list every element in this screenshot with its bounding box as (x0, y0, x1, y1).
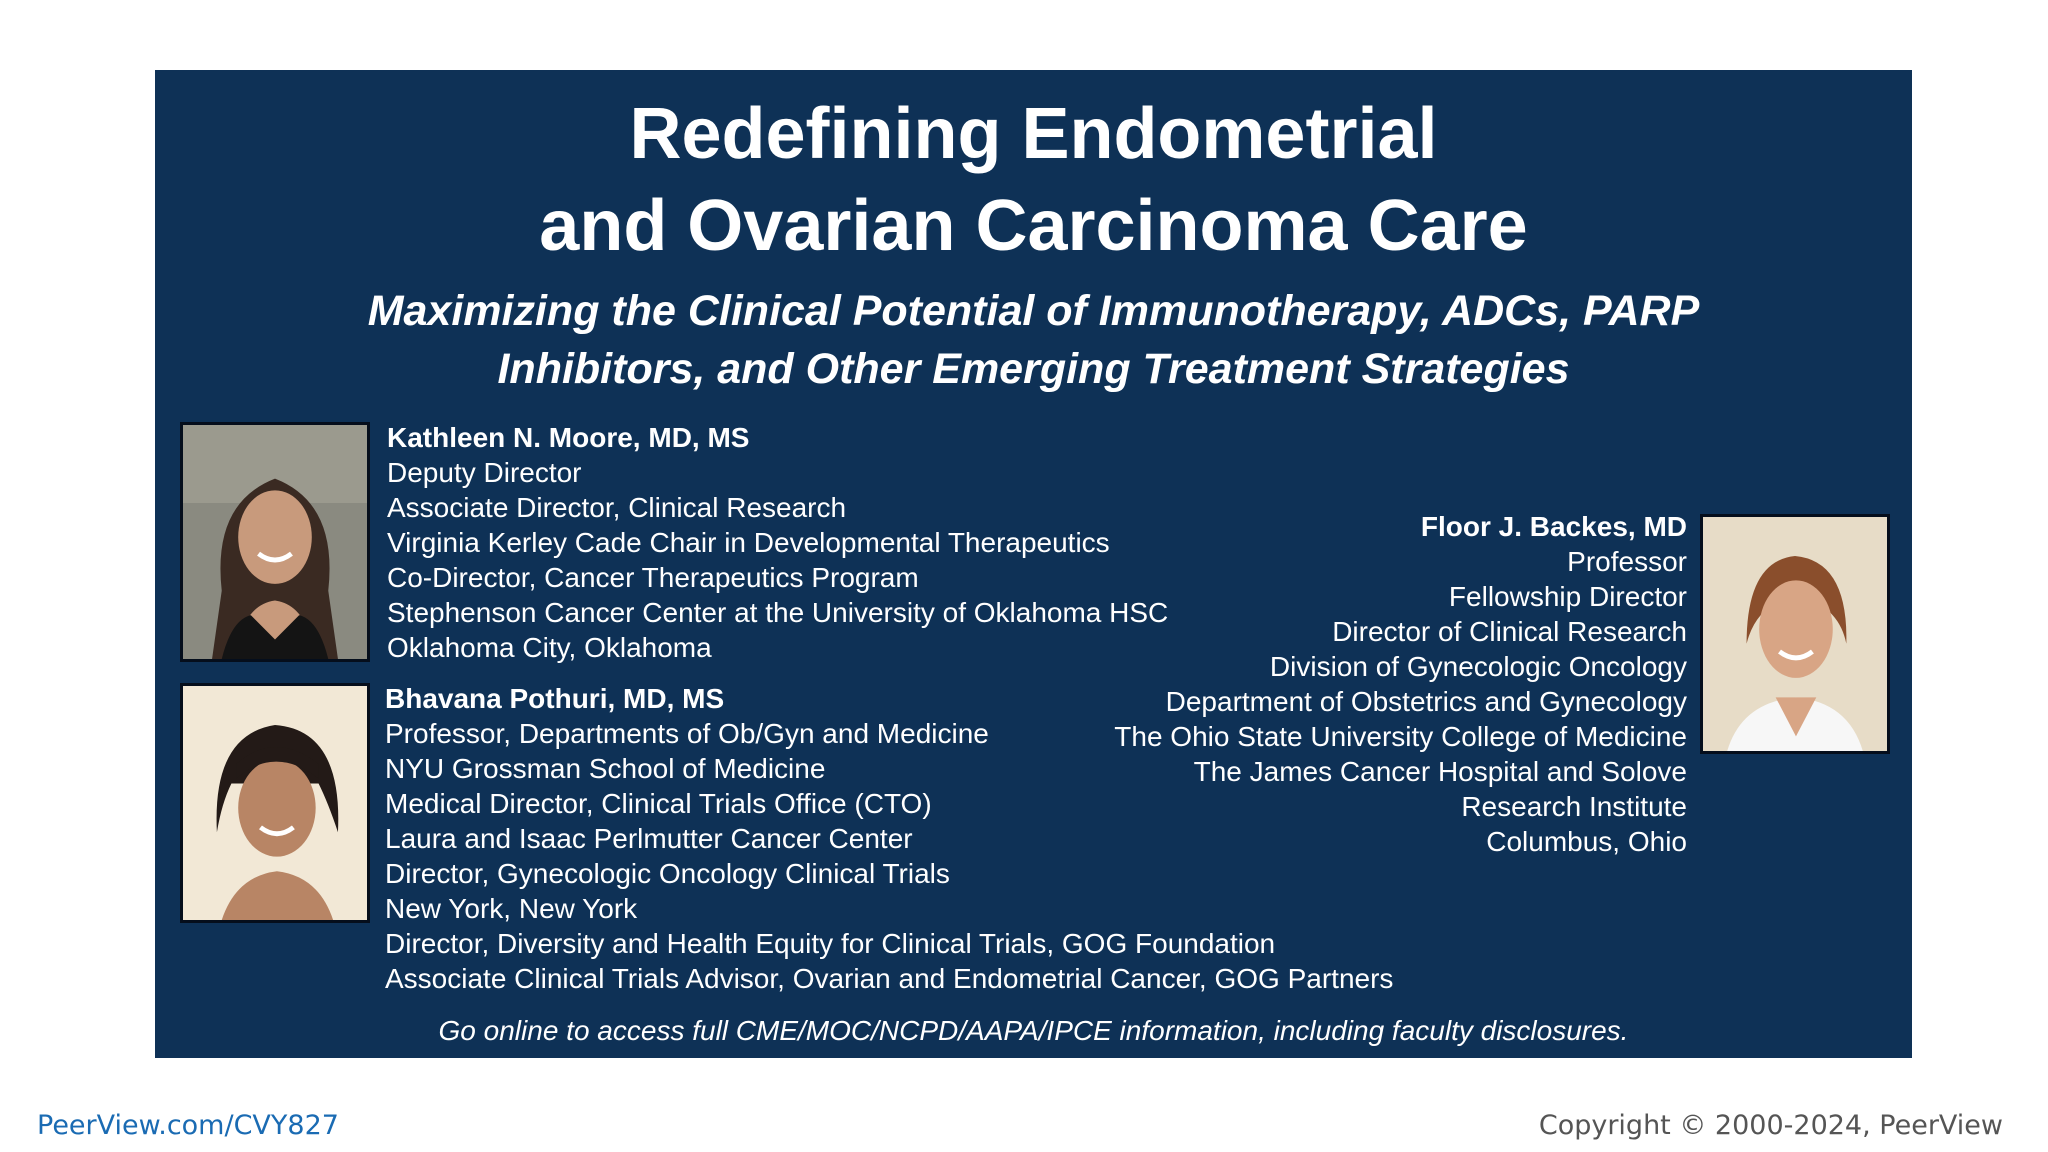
faculty-line: Laura and Isaac Perlmutter Cancer Center (385, 823, 913, 854)
faculty-line: New York, New York (385, 893, 638, 924)
disclosure-note: Go online to access full CME/MOC/NCPD/AAPA/IPCE information, including faculty disclosures. (438, 1015, 1629, 1046)
faculty-line: Virginia Kerley Cade Chair in Developmental Therapeutics (387, 527, 1110, 558)
slide-panel (155, 70, 1912, 1058)
slide-subtitle (155, 282, 1912, 398)
faculty-name: Floor J. Backes, MD (1420, 511, 1687, 542)
faculty-line: Director, Diversity and Health Equity for Clinical Trials, GOG Foundation (385, 928, 1276, 959)
faculty-photo-pothuri (180, 683, 370, 923)
faculty-line: Oklahoma City, Oklahoma (387, 632, 712, 663)
faculty-photo-backes (1700, 514, 1890, 754)
faculty-line: Associate Director, Clinical Research (387, 492, 847, 523)
faculty-line: Research Institute (1461, 791, 1687, 822)
faculty-block-backes (1114, 509, 1687, 859)
faculty-line: Director, Gynecologic Oncology Clinical Trials (385, 858, 950, 889)
faculty-line: Department of Obstetrics and Gynecology (1165, 686, 1687, 717)
faculty-name: Kathleen N. Moore, MD, MS (387, 422, 750, 453)
faculty-photo-moore (180, 422, 370, 662)
title-line-2: and Ovarian Carcinoma Care (539, 186, 1528, 266)
faculty-name: Bhavana Pothuri, MD, MS (385, 683, 725, 714)
faculty-line: Director of Clinical Research (1332, 616, 1687, 647)
faculty-line: Co-Director, Cancer Therapeutics Program (387, 562, 919, 593)
title-line-1: Redefining Endometrial (629, 94, 1438, 174)
faculty-line: The Ohio State University College of Medicine (1114, 721, 1687, 752)
faculty-line: Professor, Departments of Ob/Gyn and Medicine (385, 718, 989, 749)
faculty-line: Professor (1567, 546, 1687, 577)
faculty-line: NYU Grossman School of Medicine (385, 753, 826, 784)
faculty-line: Division of Gynecologic Oncology (1269, 651, 1687, 682)
copyright-text: Copyright © 2000-2024, PeerView (1538, 1110, 2003, 1141)
subtitle-line-2: Inhibitors, and Other Emerging Treatment Strategies (497, 345, 1570, 393)
faculty-line: Stephenson Cancer Center at the University of Oklahoma HSC (387, 597, 1169, 628)
faculty-line: Deputy Director (387, 457, 582, 488)
faculty-line: Fellowship Director (1448, 581, 1687, 612)
peerview-link[interactable]: PeerView.com/CVY827 (37, 1110, 339, 1141)
slide-title (155, 88, 1912, 272)
faculty-line: Associate Clinical Trials Advisor, Ovarian and Endometrial Cancer, GOG Partners (385, 963, 1394, 994)
faculty-line: Medical Director, Clinical Trials Office (CTO) (385, 788, 932, 819)
faculty-line: Columbus, Ohio (1486, 826, 1687, 857)
faculty-line: The James Cancer Hospital and Solove (1193, 756, 1687, 787)
subtitle-line-1: Maximizing the Clinical Potential of Immunotherapy, ADCs, PARP (367, 287, 1700, 335)
faculty-block-moore (387, 420, 1168, 665)
